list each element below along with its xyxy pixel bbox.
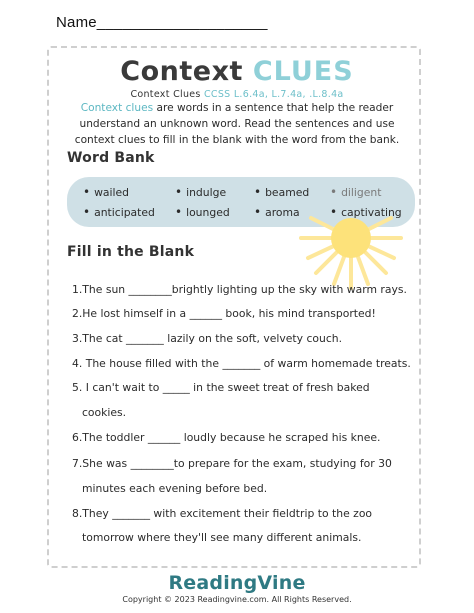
- word-bank-item: • diligent: [330, 185, 382, 199]
- bullet-icon: •: [254, 205, 262, 219]
- readingvine-logo: ReadingVine: [168, 572, 306, 594]
- word-bank-item: • indulge: [175, 185, 227, 199]
- bullet-icon: •: [83, 185, 91, 199]
- question-2: 2.He lost himself in a ______ book, his mind transported!: [72, 307, 376, 320]
- instructions: [62, 100, 412, 148]
- word-bank-item: • captivating: [330, 205, 402, 219]
- fill-in-blank-heading: Fill in the Blank: [67, 244, 195, 260]
- title-part1: Context: [120, 56, 253, 87]
- sun-icon: [296, 210, 406, 290]
- bullet-icon: •: [175, 185, 183, 199]
- word-bank-item: • lounged: [175, 205, 230, 219]
- bullet-icon: •: [330, 205, 338, 219]
- question-6: 6.The toddler ______ loudly because he scraped his knee.: [72, 431, 381, 444]
- copyright-text: Copyright © 2023 Readingvine.com. All Rights Reserved.: [122, 595, 352, 604]
- title-block: [0, 56, 474, 100]
- title-part2: CLUES: [252, 56, 354, 87]
- standards-text: CCSS L.6.4a, L.7.4a, .L.8.4a: [203, 89, 344, 100]
- bullet-icon: •: [254, 185, 262, 199]
- name-line: Name____________________: [56, 14, 268, 31]
- subtitle-prefix: Context Clues: [130, 89, 204, 100]
- bullet-icon: •: [83, 205, 91, 219]
- question-7-continuation: minutes each evening before bed.: [82, 482, 268, 495]
- bullet-icon: •: [175, 205, 183, 219]
- instructions-line1: [62, 100, 412, 116]
- word-bank-item: • aroma: [254, 205, 300, 219]
- instructions-line1-rest: are words in a sentence that help the reader: [153, 102, 394, 114]
- word-bank-item: • beamed: [254, 185, 310, 199]
- worksheet-title: [0, 56, 474, 87]
- worksheet-subtitle: [0, 89, 474, 100]
- bullet-icon: •: [330, 185, 338, 199]
- context-clues-highlight: Context clues: [80, 102, 154, 114]
- instructions-line2: understand an unknown word. Read the sentences and use: [79, 118, 395, 130]
- question-4: 4. The house filled with the _______ of warm homemade treats.: [72, 357, 411, 370]
- word-bank-item: • anticipated: [83, 205, 155, 219]
- question-8-continuation: tomorrow where they'll see many different animals.: [82, 531, 362, 544]
- question-1: 1.The sun ________brightly lighting up the sky with warm rays.: [72, 283, 407, 296]
- word-bank-heading: Word Bank: [67, 150, 155, 166]
- word-bank-item: • wailed: [83, 185, 130, 199]
- question-8: 8.They _______ with excitement their fieldtrip to the zoo: [72, 507, 373, 520]
- question-5: 5. I can't wait to _____ in the sweet treat of fresh baked: [72, 381, 370, 394]
- question-5-continuation: cookies.: [82, 406, 127, 419]
- question-3: 3.The cat _______ lazily on the soft, velvety couch.: [72, 332, 343, 345]
- instructions-line3: context clues to fill in the blank with the word from the bank.: [74, 134, 400, 146]
- question-7: 7.She was ________to prepare for the exam, studying for 30: [72, 457, 392, 470]
